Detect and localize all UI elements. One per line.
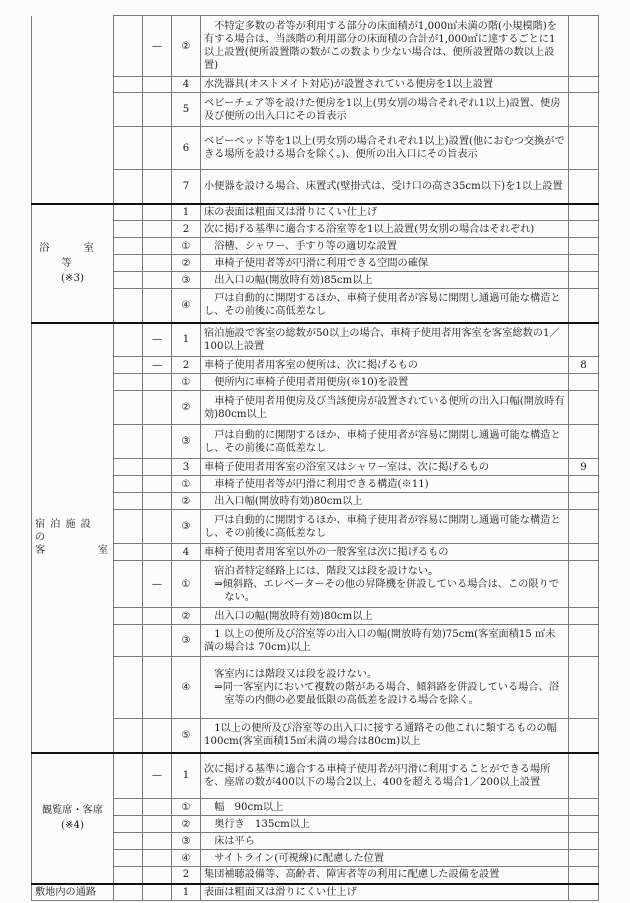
table-row bbox=[32, 16, 599, 77]
item-number: 1 bbox=[172, 884, 201, 901]
item-number: 3 bbox=[172, 459, 201, 476]
table-row bbox=[32, 625, 599, 657]
item-number: 1 bbox=[172, 204, 201, 221]
dash-mark: — bbox=[143, 753, 172, 799]
ref-number bbox=[569, 391, 599, 425]
item-text: 車椅子使用者用客室の浴室又はシャワー室は、次に掲げるもの bbox=[201, 459, 569, 476]
item-text: 1以上の便所及び浴室等の出入口に接する通路その他これに類するものの幅100cm(客室面積15㎡未満の場合は80cm)以上 bbox=[201, 719, 569, 753]
category-cell-guestroom bbox=[32, 323, 114, 753]
ref-number bbox=[569, 77, 599, 93]
dash-mark bbox=[143, 459, 172, 476]
dash-mark bbox=[143, 884, 172, 901]
table-row bbox=[32, 867, 599, 884]
table-row bbox=[32, 561, 599, 608]
table-row bbox=[32, 221, 599, 238]
dash-mark bbox=[143, 127, 172, 170]
category-label: 浴 室 等 bbox=[39, 242, 128, 269]
item-number: ② bbox=[172, 493, 201, 510]
item-text: 小便器を設ける場合、床置式(壁掛式は、受け口の高さ35cm以下)を1以上設置 bbox=[201, 170, 569, 204]
item-text: ベビーベッド等を1以上(男女別の場合それぞれ1以上)設置(他におむつ交換ができる場所を設ける場合を除く。)、便所の出入口にその旨表示 bbox=[201, 127, 569, 170]
item-text: 集団補聴設備等、高齢者、障害者等の利用に配慮した設備を設置 bbox=[201, 867, 569, 884]
ref-number bbox=[569, 753, 599, 799]
category-note: (※4) bbox=[61, 820, 84, 831]
dash-mark bbox=[143, 867, 172, 884]
table-row bbox=[32, 719, 599, 753]
category-label: 観覧席・客席 bbox=[41, 805, 104, 816]
category-cell-site-path bbox=[32, 884, 114, 901]
dash-mark bbox=[143, 816, 172, 833]
category-cell-bathroom bbox=[32, 204, 128, 323]
table-row bbox=[32, 816, 599, 833]
item-number: 2 bbox=[172, 867, 201, 884]
ref-number bbox=[569, 561, 599, 608]
dash-mark bbox=[143, 850, 172, 867]
item-number: ② bbox=[172, 816, 201, 833]
item-number: 5 bbox=[172, 93, 201, 127]
table-row bbox=[32, 127, 599, 170]
table-row bbox=[32, 93, 599, 127]
ref-number bbox=[569, 374, 599, 391]
item-number: ① bbox=[172, 561, 201, 608]
item-number: ④ bbox=[172, 657, 201, 719]
table-row bbox=[32, 255, 599, 272]
dash-mark bbox=[143, 657, 172, 719]
ref-number bbox=[569, 719, 599, 753]
dash-mark bbox=[143, 255, 172, 272]
item-text: 浴槽、シャワー、手すり等の適切な設置 bbox=[201, 238, 569, 255]
dash-mark bbox=[143, 625, 172, 657]
table-row bbox=[32, 476, 599, 493]
item-text: 戸は自動的に開閉するほか、車椅子使用者が容易に開閉し通過可能な構造とし、その前後に高低差なし bbox=[201, 425, 569, 459]
category-cell-toilet bbox=[32, 16, 114, 204]
table-row bbox=[32, 357, 599, 374]
item-text: 幅 90cm以上 bbox=[201, 799, 569, 816]
item-text: 奥行き 135cm以上 bbox=[201, 816, 569, 833]
item-number: 6 bbox=[172, 127, 201, 170]
dash-mark bbox=[143, 510, 172, 544]
table-row bbox=[32, 272, 599, 289]
item-number: ② bbox=[172, 16, 201, 77]
ref-number bbox=[569, 850, 599, 867]
item-text: 車椅子使用者等が円滑に利用できる構造(※11) bbox=[201, 476, 569, 493]
category-label: 敷地内の通路 bbox=[35, 886, 97, 898]
item-text: 不特定多数の者等が利用する部分の床面積が1,000㎡未満の階(小規模階)を有する場合は、当該階の利用部分の床面積の合計が1,000㎡に達するごとに1以上設置(便所設置階の数がこの数より少ない場合は、便所設置階の数以上設置) bbox=[201, 16, 569, 77]
table-row bbox=[32, 170, 599, 204]
item-number: 4 bbox=[172, 544, 201, 561]
ref-number bbox=[569, 608, 599, 625]
dash-mark bbox=[143, 544, 172, 561]
item-number: ③ bbox=[172, 833, 201, 850]
table-row bbox=[32, 510, 599, 544]
ref-number bbox=[569, 799, 599, 816]
item-number: ① bbox=[172, 799, 201, 816]
dash-mark bbox=[143, 238, 172, 255]
item-number: ③ bbox=[172, 625, 201, 657]
table-row bbox=[32, 799, 599, 816]
dash-mark: — bbox=[143, 357, 172, 374]
ref-number bbox=[569, 323, 599, 357]
ref-number bbox=[569, 93, 599, 127]
item-text: 床の表面は粗面又は滑りにくい仕上げ bbox=[201, 204, 569, 221]
ref-number bbox=[569, 884, 599, 901]
item-text: 車椅子使用者用便房及び当該便房が設置されている便所の出入口幅(開放時有効)80cm以上 bbox=[201, 391, 569, 425]
item-number: ② bbox=[172, 255, 201, 272]
table-row bbox=[32, 884, 599, 901]
ref-number bbox=[569, 221, 599, 238]
item-text: 車椅子使用者用客室以外の一般客室は次に掲げるもの bbox=[201, 544, 569, 561]
ref-number bbox=[569, 867, 599, 884]
dash-mark bbox=[143, 833, 172, 850]
item-number: ③ bbox=[172, 425, 201, 459]
dash-mark bbox=[143, 719, 172, 753]
item-text: 客室内には階段又は段を設けない。 ⇒同一客室内において複数の階がある場合、傾斜路を併設している場合、浴室等の内側の必要最低限の高低差を設ける場合を除く。 bbox=[201, 657, 569, 719]
item-number: 2 bbox=[172, 221, 201, 238]
ref-number: 9 bbox=[569, 459, 599, 476]
item-number: 7 bbox=[172, 170, 201, 204]
item-text: 便所内に車椅子使用者用便房(※10)を設置 bbox=[201, 374, 569, 391]
item-text: 次に掲げる基準に適合する浴室等を1以上設置(男女別の場合はそれぞれ) bbox=[201, 221, 569, 238]
table-row bbox=[32, 289, 599, 323]
item-number: ② bbox=[172, 391, 201, 425]
item-number: ③ bbox=[172, 510, 201, 544]
ref-number bbox=[569, 625, 599, 657]
dash-mark bbox=[143, 493, 172, 510]
item-number: 1 bbox=[172, 753, 201, 799]
item-number: ④ bbox=[172, 289, 201, 323]
ref-number bbox=[569, 833, 599, 850]
item-number: ④ bbox=[172, 850, 201, 867]
ref-number bbox=[569, 657, 599, 719]
item-number: ② bbox=[172, 608, 201, 625]
table-row bbox=[32, 374, 599, 391]
item-text: 出入口の幅(開放時有効)85cm以上 bbox=[201, 272, 569, 289]
dash-mark bbox=[143, 608, 172, 625]
ref-number bbox=[569, 255, 599, 272]
ref-number bbox=[569, 544, 599, 561]
category-label: 室 bbox=[97, 545, 108, 556]
dash-mark: — bbox=[143, 16, 172, 77]
item-text: サイトライン(可視線)に配慮した位置 bbox=[201, 850, 569, 867]
item-text: 戸は自動的に開閉するほか、車椅子使用者が容易に開閉し通過可能な構造とし、その前後に高低差なし bbox=[201, 510, 569, 544]
item-text: ベビーチェア等を設けた便房を1以上(男女別の場合それぞれ1以上)設置、便房及び便所の出入口にその旨表示 bbox=[201, 93, 569, 127]
table-row bbox=[32, 544, 599, 561]
dash-mark bbox=[143, 221, 172, 238]
table-row bbox=[32, 425, 599, 459]
item-number: ① bbox=[172, 238, 201, 255]
dash-mark bbox=[143, 391, 172, 425]
category-cell-seating bbox=[32, 753, 114, 884]
dash-mark bbox=[143, 374, 172, 391]
item-text: 戸は自動的に開閉するほか、車椅子使用者が容易に開閉し通過可能な構造とし、その前後に高低差なし bbox=[201, 289, 569, 323]
item-text: 床は平ら bbox=[201, 833, 569, 850]
table-row bbox=[32, 323, 599, 357]
item-text: 出入口幅(開放時有効)80cm以上 bbox=[201, 493, 569, 510]
item-number: ⑤ bbox=[172, 719, 201, 753]
item-number: 2 bbox=[172, 357, 201, 374]
table-row bbox=[32, 753, 599, 799]
ref-number: 8 bbox=[569, 357, 599, 374]
item-text: 出入口の幅(開放時有効)80cm以上 bbox=[201, 608, 569, 625]
item-text: 次に掲げる基準に適合する車椅子使用者が円滑に利用することができる場所を、座席の数が400以下の場合2以上、400を超える場合1／200以上設置 bbox=[201, 753, 569, 799]
dash-mark bbox=[143, 476, 172, 493]
item-text: 水洗器具(オストメイト対応)が設置されている便房を1以上設置 bbox=[201, 77, 569, 93]
item-text: 1 以上の便所及び浴室等の出入口の幅(開放時有効)75cm(客室面積15 ㎡未満の場合は 70cm)以上 bbox=[201, 625, 569, 657]
table-row bbox=[32, 77, 599, 93]
dash-mark bbox=[143, 77, 172, 93]
ref-number bbox=[569, 238, 599, 255]
table-row bbox=[32, 657, 599, 719]
dash-mark bbox=[143, 93, 172, 127]
table-row bbox=[32, 391, 599, 425]
ref-number bbox=[569, 204, 599, 221]
table-row bbox=[32, 204, 599, 221]
dash-mark bbox=[143, 170, 172, 204]
requirements-table bbox=[31, 15, 599, 901]
ref-number bbox=[569, 16, 599, 77]
ref-number bbox=[569, 493, 599, 510]
category-label: 宿泊施設の bbox=[35, 519, 96, 543]
item-number: ① bbox=[172, 374, 201, 391]
item-number: ① bbox=[172, 476, 201, 493]
ref-number bbox=[569, 127, 599, 170]
ref-number bbox=[569, 425, 599, 459]
table-row bbox=[32, 833, 599, 850]
table-row bbox=[32, 608, 599, 625]
dash-mark bbox=[143, 272, 172, 289]
ref-number bbox=[569, 476, 599, 493]
item-text: 車椅子使用者用客室の便所は、次に掲げるもの bbox=[201, 357, 569, 374]
dash-mark bbox=[143, 289, 172, 323]
item-text: 車椅子使用者等が円滑に利用できる空間の確保 bbox=[201, 255, 569, 272]
item-text: 宿泊施設で客室の総数が50以上の場合、車椅子使用者用客室を客室総数の1／100以上設置 bbox=[201, 323, 569, 357]
item-number: ③ bbox=[172, 272, 201, 289]
table-row bbox=[32, 493, 599, 510]
ref-number bbox=[569, 289, 599, 323]
item-text: 表面は粗面又は滑りにくい仕上げ bbox=[201, 884, 569, 901]
ref-number bbox=[569, 170, 599, 204]
dash-mark: — bbox=[143, 561, 172, 608]
category-label: 客 bbox=[35, 545, 46, 556]
item-number: 4 bbox=[172, 77, 201, 93]
dash-mark bbox=[143, 799, 172, 816]
table-row bbox=[32, 459, 599, 476]
table-row bbox=[32, 850, 599, 867]
ref-number bbox=[569, 272, 599, 289]
category-note: (※3) bbox=[61, 272, 84, 284]
dash-mark: — bbox=[143, 323, 172, 357]
dash-mark bbox=[143, 204, 172, 221]
ref-number bbox=[569, 816, 599, 833]
ref-number bbox=[569, 510, 599, 544]
item-text: 宿泊者特定経路上には、階段又は段を設けない。 ⇒傾斜路、エレベーターその他の昇降機を併設している場合は、この限りでない。 bbox=[201, 561, 569, 608]
dash-mark bbox=[143, 425, 172, 459]
item-number: 1 bbox=[172, 323, 201, 357]
